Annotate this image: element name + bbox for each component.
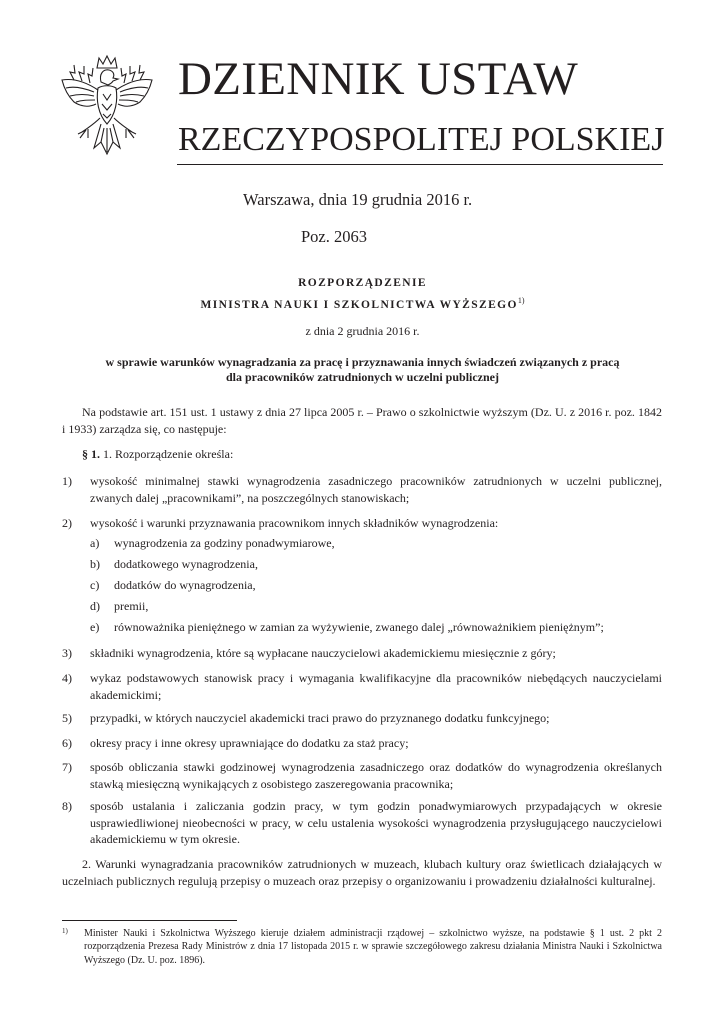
sub-list-item-letter: d)	[90, 599, 100, 613]
white-eagle-emblem-icon	[58, 52, 156, 162]
list-item-text: sposób obliczania stawki godzinowej wynagrodzenia zasadniczego oraz dodatków do wynagrodzenia określanych stawką miesięczną wynikających z osobistego zaszeregowania pracownika;	[90, 760, 662, 791]
journal-subtitle: RZECZYPOSPOLITEJ POLSKIEJ	[178, 121, 665, 158]
sub-list-item	[90, 577, 662, 594]
list-item-text: wykaz podstawowych stanowisk pracy i wymagania kwalifikacyjne dla pracowników niebędących nauczycielami akademickimi;	[90, 671, 662, 702]
list-item-text: wysokość minimalnej stawki wynagrodzenia zasadniczego pracowników zatrudnionych w uczelni publicznej, zwanych dalej „pracownikami”, na poszczególnych stanowiskach;	[90, 474, 662, 505]
list-item-number: 6)	[62, 736, 72, 750]
list-item-number: 2)	[62, 516, 72, 530]
sub-list-item-letter: a)	[90, 536, 100, 550]
act-title-line-2: dla pracowników zatrudnionych w uczelni publicznej	[225, 370, 500, 384]
sub-list-item-letter: b)	[90, 557, 100, 571]
sub-list-item-text: premii,	[114, 599, 149, 613]
position-number: Poz. 2063	[301, 227, 367, 246]
footnote-divider	[62, 920, 237, 921]
sub-list-item	[90, 598, 662, 615]
list-item-text: okresy pracy i inne okresy uprawniające do dodatku za staż pracy;	[90, 736, 409, 750]
list-item	[62, 735, 662, 752]
footnote-text: Minister Nauki i Szkolnictwa Wyższego kieruje działem administracji rządowej – szkolnictwo wyższe, na podstawie § 1 ust. 2 pkt 2 rozporządzenia Prezesa Rady Ministrów z dnia 17 listopada 2015 r. w sprawie szczegółowego zakresu działania Ministra Nauki i Szkolnictwa Wyższego (Dz. U. poz. 1896).	[84, 928, 662, 966]
sub-list-item-text: dodatkowego wynagrodzenia,	[114, 557, 258, 571]
list-item-number: 8)	[62, 799, 72, 813]
act-issuer	[0, 296, 725, 311]
list-item-number: 5)	[62, 711, 72, 725]
list-item	[62, 798, 662, 848]
list-item-number: 3)	[62, 646, 72, 660]
sub-list-item	[90, 535, 662, 552]
list-item-number: 4)	[62, 671, 72, 685]
paragraph-1-intro	[82, 447, 233, 462]
footnote	[62, 927, 662, 967]
list-item	[62, 670, 662, 703]
act-title	[60, 355, 665, 385]
sub-list-item	[90, 556, 662, 573]
journal-title: DZIENNIK USTAW	[178, 53, 579, 105]
list-item-text: składniki wynagrodzenia, które są wypłacane nauczycielowi akademickiemu miesięcznie z góry;	[90, 646, 556, 660]
list-item	[62, 645, 662, 662]
footnote-ref: 1)	[517, 296, 525, 305]
list-item-number: 1)	[62, 474, 72, 488]
title-divider	[177, 164, 663, 165]
paragraph-1-section-2: 2. Warunki wynagradzania pracowników zatrudnionych w muzeach, klubach kultury oraz świetlicach działających w uczelniach publicznych regulują przepisy o muzeach oraz przepisy o organizowaniu i prowadzeniu działalności kulturalnej.	[62, 857, 662, 888]
paragraph-1-text: 1. Rozporządzenie określa:	[100, 447, 234, 461]
sub-list-item-letter: e)	[90, 620, 100, 634]
footnote-number: 1)	[62, 927, 68, 935]
sub-list-item	[90, 619, 662, 636]
sub-list-item-text: wynagrodzenia za godziny ponadwymiarowe,	[114, 536, 335, 550]
sub-list-item-text: równoważnika pieniężnego w zamian za wyżywienie, zwanego dalej „równoważnikiem pieniężnym”;	[114, 620, 604, 634]
sub-list-item-text: dodatków do wynagrodzenia,	[114, 578, 256, 592]
list-item	[62, 515, 662, 532]
list-item	[62, 759, 662, 792]
list-item-text: przypadki, w których nauczyciel akademicki traci prawo do przyznanego dodatku funkcyjnego;	[90, 711, 550, 725]
paragraph-mark: § 1.	[82, 447, 100, 461]
act-date: z dnia 2 grudnia 2016 r.	[305, 324, 420, 338]
list-item-text: wysokość i warunki przyznawania pracownikom innych składników wynagrodzenia:	[90, 516, 499, 530]
list-item	[62, 710, 662, 727]
sub-list-item-letter: c)	[90, 578, 100, 592]
list-item-number: 7)	[62, 760, 72, 774]
act-title-line-1: w sprawie warunków wynagradzania za pracę i przyznawania innych świadczeń związanych z pracą	[105, 355, 620, 369]
list-item-text: sposób ustalania i zaliczania godzin pracy, w tym godzin ponadwymiarowych przypadających w okresie usprawiedliwionej nieobecności w pracy, w celu ustalenia wysokości wynagrodzenia przysługującego nauczycielowi akademickiemu w tym okresie.	[90, 799, 662, 846]
legal-basis: Na podstawie art. 151 ust. 1 ustawy z dnia 27 lipca 2005 r. – Prawo o szkolnictwie wyższym (Dz. U. z 2016 r. poz. 1842 i 1933) zarządza się, co następuje:	[62, 405, 662, 436]
act-issuer-name: MINISTRA NAUKI I SZKOLNICTWA WYŻSZEGO	[200, 298, 518, 311]
act-type: ROZPORZĄDZENIE	[298, 277, 427, 289]
publication-date: Warszawa, dnia 19 grudnia 2016 r.	[243, 190, 473, 209]
list-item	[62, 473, 662, 506]
